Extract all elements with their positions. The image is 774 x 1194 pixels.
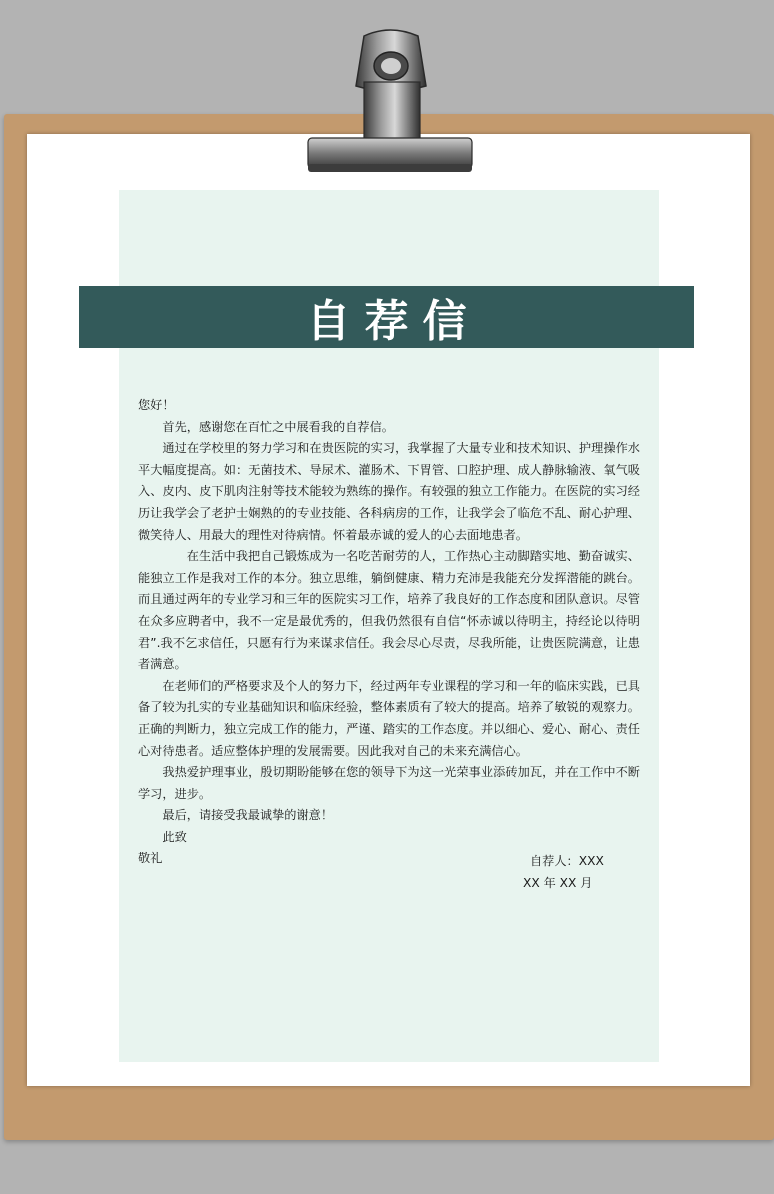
page-title: 自荐信 (306, 296, 481, 347)
binder-clip-icon (298, 26, 478, 176)
closing-regards: 敬礼 (138, 851, 163, 866)
paragraph-aspiration: 我热爱护理事业，殷切期盼能够在您的领导下为这一光荣事业添砖加瓦，并在工作中不断学习，进步。 (138, 765, 640, 801)
paragraph-gratitude: 最后，请接受我最诚挚的谢意！ (162, 808, 334, 823)
paragraph-thanks: 首先，感谢您在百忙之中展看我的自荐信。 (162, 419, 394, 434)
greeting: 您好！ (138, 398, 175, 412)
signature-date: XX 年 XX 月 (523, 876, 593, 890)
signature-name: 自荐人：XXX (530, 854, 604, 868)
closing-salutation: 此致 (162, 829, 187, 844)
paragraph-skills: 通过在学校里的努力学习和在贵医院的实习，我掌握了大量专业和技术知识、护理操作水平大幅度提高。如：无菌技术、导尿术、灌肠术、下胃管、口腔护理、成人静脉输液、氧气吸入、皮内、皮下肌肉注射等技术能较为熟练的操作。有较强的独立工作能力。在医院的实习经历让我学会了老护士娴熟的的专业技能、各科病房的工作，让我学会了临危不乱、耐心护理、微笑待人、用最大的理性对待病情。怀着最赤诚的爱人的心去面地患者。 (138, 441, 640, 542)
paragraph-character: 在生活中我把自己锻炼成为一名吃苦耐劳的人，工作热心主动脚踏实地、勤奋诚实、能独立工作是我对工作的本分。独立思维，躺倒健康、精力充沛是我能充分发挥潜能的跳台。而且通过两年的专业学习和三年的医院实习工作，培养了我良好的工作态度和团队意识。尽管在众多应聘者中，我不一定是最优秀的，但我仍然很有自信“怀赤诚以待明主，持经论以待明君”.我不乞求信任，只愿有行为来谋求信任。我会尽心尽责，尽我所能，让贵医院满意，让患者满意。 (138, 549, 640, 672)
paragraph-education: 在老师们的严格要求及个人的努力下，经过两年专业课程的学习和一年的临床实践，已具备了较为扎实的专业基础知识和临床经验，整体素质有了较大的提高。培养了敏锐的观察力。正确的判断力，独立完成工作的能力，严谨、踏实的工作态度。并以细心、爱心、耐心、责任心对待患者。适应整体护理的发展需要。因此我对自己的未来充满信心。 (138, 678, 640, 758)
letter-body (138, 395, 640, 870)
title-banner (79, 286, 694, 348)
